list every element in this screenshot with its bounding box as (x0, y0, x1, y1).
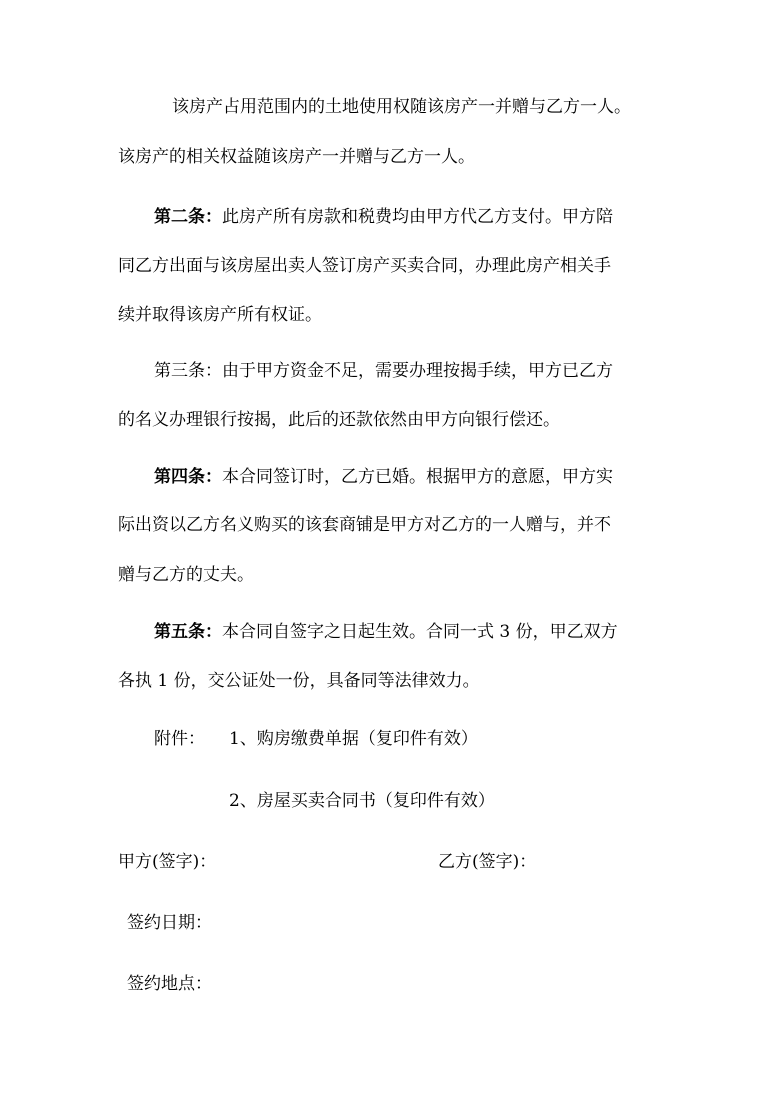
article-4-line-3: 赠与乙方的丈夫。 (118, 565, 254, 585)
article-5-text-1: 本合同自签字之日起生效。合同一式 3 份，甲乙双方 (222, 622, 618, 642)
article-5-heading: 第五条： (154, 622, 222, 642)
article-5-line-1 (154, 620, 618, 644)
article-3-text-1: 由于甲方资金不足，需要办理按揭手续，甲方已乙方 (222, 361, 613, 381)
party-b-signature-label: 乙方(签字)： (438, 852, 537, 872)
article-3-line-1 (154, 359, 613, 383)
attachments-label: 附件： (154, 729, 205, 749)
sign-date-label: 签约日期： (127, 913, 212, 933)
article-4-text-1: 本合同签订时，乙方已婚。根据甲方的意愿，甲方实 (222, 467, 613, 487)
article-2-text-1: 此房产所有房款和税费均由甲方代乙方支付。甲方陪 (222, 207, 613, 227)
article-4-line-1 (154, 465, 613, 489)
article-4-line-2: 际出资以乙方名义购买的该套商铺是甲方对乙方的一人赠与，并不 (118, 515, 611, 535)
article-2-line-2: 同乙方出面与该房屋出卖人签订房产买卖合同，办理此房产相关手 (118, 256, 611, 276)
land-rights-line-2: 该房产的相关权益随该房产一并赠与乙方一人。 (118, 147, 475, 167)
party-a-signature-label: 甲方(签字)： (118, 852, 217, 872)
article-5-line-2: 各执 1 份，交公证处一份，具备同等法律效力。 (118, 671, 480, 691)
article-2-heading: 第二条： (154, 207, 222, 227)
article-3-line-2: 的名义办理银行按揭，此后的还款依然由甲方向银行偿还。 (118, 410, 560, 430)
article-2-line-1 (154, 205, 613, 229)
article-3-heading: 第三条： (154, 361, 222, 381)
land-rights-line-1: 该房产占用范围内的土地使用权随该房产一并赠与乙方一人。 (172, 97, 631, 117)
article-4-heading: 第四条： (154, 467, 222, 487)
attachment-item-1: 1、购房缴费单据（复印件有效） (229, 729, 478, 749)
attachment-item-2: 2、房屋买卖合同书（复印件有效） (229, 791, 495, 811)
article-2-line-3: 续并取得该房产所有权证。 (118, 305, 322, 325)
sign-place-label: 签约地点： (127, 974, 212, 994)
